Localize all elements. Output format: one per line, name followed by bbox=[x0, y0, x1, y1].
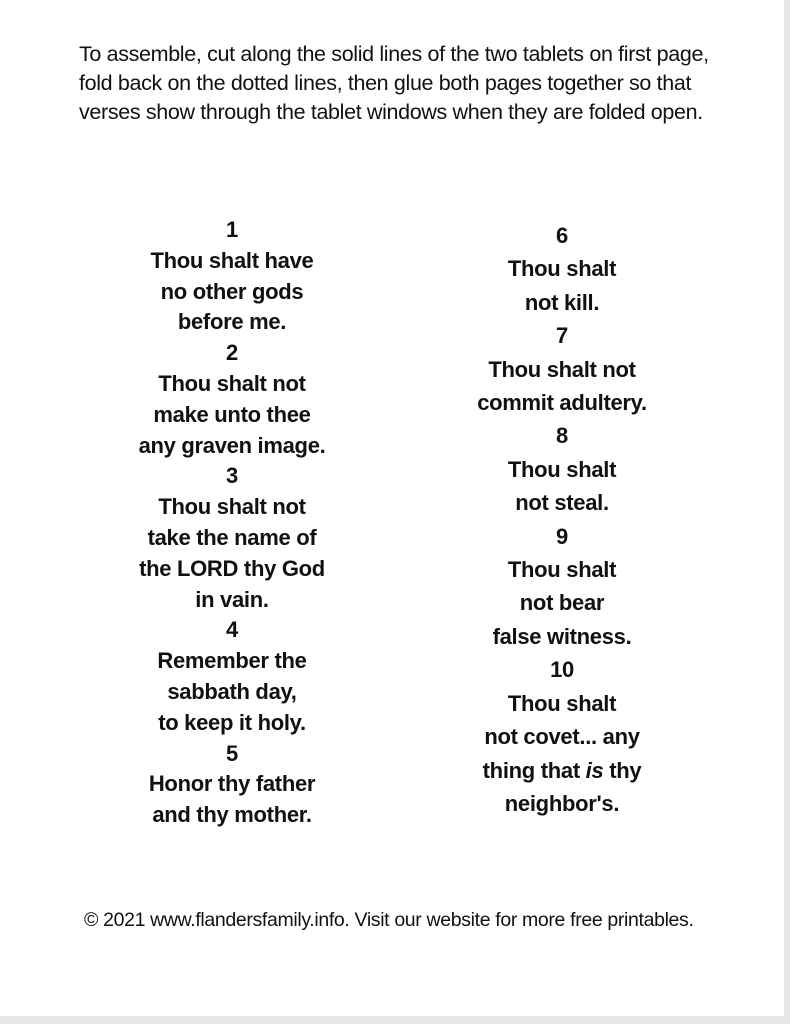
commandment-number: 1 bbox=[226, 217, 238, 242]
commandment-text-line: Thou shalt not bbox=[488, 356, 636, 382]
instruction-line: To assemble, cut along the solid lines of the two tablets on first page, bbox=[79, 42, 709, 66]
commandment-number: 9 bbox=[556, 523, 568, 549]
copyright-footer: © 2021 www.flandersfamily.info. Visit our website for more free printables. bbox=[84, 909, 694, 931]
commandment-text-line: Thou shalt bbox=[507, 690, 617, 716]
commandment-number: 2 bbox=[226, 340, 238, 366]
commandment-text-line: not kill. bbox=[524, 289, 600, 315]
instruction-line: fold back on the dotted lines, then glue both pages together so that bbox=[79, 71, 692, 95]
assembly-instructions bbox=[79, 40, 759, 127]
commandment-text-line bbox=[452, 754, 672, 787]
commandment-text-line: sabbath day, bbox=[167, 678, 297, 704]
commandment-text-line: no other gods bbox=[160, 278, 304, 304]
commandment-number: 3 bbox=[226, 463, 238, 489]
commandment-text-line: in vain. bbox=[195, 586, 269, 612]
commandment-text-line: take the name of bbox=[147, 524, 317, 550]
commandment-number: 5 bbox=[226, 740, 238, 766]
commandment-text-line: Honor thy father bbox=[148, 771, 316, 797]
commandment-text-line: Thou shalt bbox=[507, 256, 617, 282]
emphasized-word: is bbox=[585, 757, 604, 783]
commandment-text-line: Thou shalt bbox=[507, 456, 617, 482]
commandment-number: 4 bbox=[226, 617, 238, 643]
commandment-number: 6 bbox=[556, 223, 568, 248]
commandment-text-line: neighbor's. bbox=[504, 790, 620, 816]
commandment-text-line: the LORD thy God bbox=[139, 555, 325, 581]
commandment-text-line: not bear bbox=[519, 590, 605, 616]
commandment-text-line: Thou shalt not bbox=[158, 494, 306, 520]
commandment-number: 8 bbox=[556, 423, 568, 449]
commandment-text-line: to keep it holy. bbox=[158, 709, 306, 735]
commandment-text-line: and thy mother. bbox=[152, 802, 312, 828]
commandment-text-line: false witness. bbox=[492, 623, 632, 649]
commandment-text-line: before me. bbox=[177, 309, 287, 335]
commandment-text-line: commit adultery. bbox=[477, 390, 647, 416]
commandment-text-line: make unto thee bbox=[153, 401, 311, 427]
commandment-text-line: Thou shalt have bbox=[150, 247, 314, 273]
commandment-text-line: Thou shalt bbox=[507, 557, 617, 583]
instruction-line: verses show through the tablet windows when they are folded open. bbox=[79, 100, 703, 124]
commandment-text-line: any graven image. bbox=[138, 432, 326, 458]
commandment-number: 7 bbox=[556, 323, 568, 349]
commandments-column-left bbox=[122, 215, 342, 831]
commandments-column-right bbox=[452, 219, 672, 820]
commandment-text-line: not covet... any bbox=[484, 724, 640, 750]
commandment-text-line: Thou shalt not bbox=[158, 370, 306, 396]
text-fragment: thy bbox=[603, 757, 642, 783]
text-fragment: thing that bbox=[482, 757, 586, 783]
commandment-text-line: Remember the bbox=[157, 648, 307, 674]
commandment-number: 10 bbox=[550, 657, 574, 683]
commandment-text-line: not steal. bbox=[515, 490, 609, 516]
